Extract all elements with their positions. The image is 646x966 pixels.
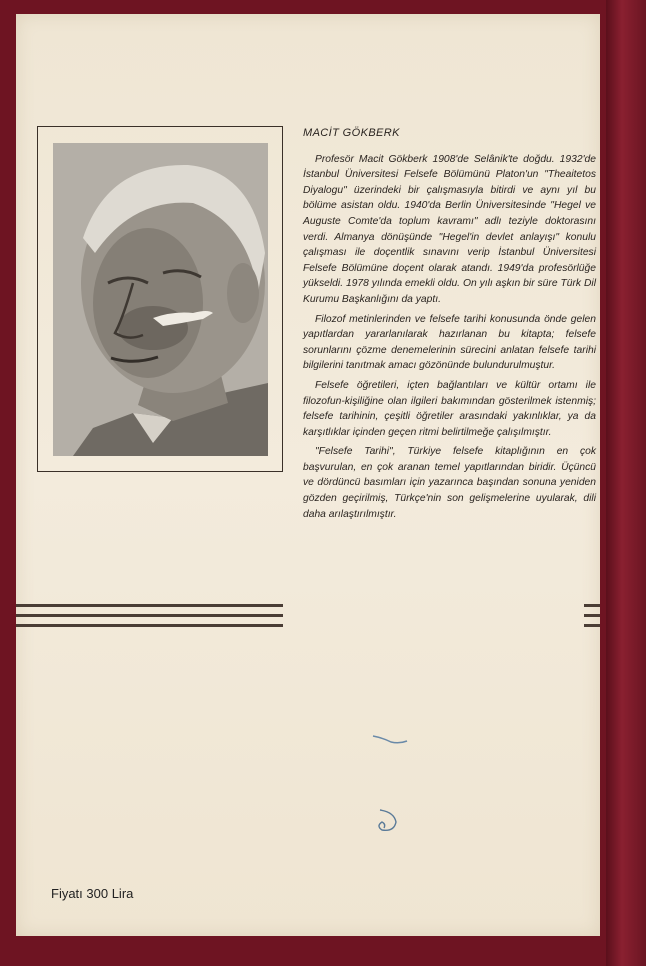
decorative-stripes-left [16,604,283,634]
price-label: Fiyatı 300 Lira [51,886,134,901]
author-photo [53,143,268,456]
blurb-column [303,126,596,526]
book-description-paragraph: Filozof metinlerinden ve felsefe tarihi konusunda önde gelen yapıtlardan yararlanılarak hazırlanan bu kitapta; felsefe sorunlarını çözme denemelerinin sürecini anlatan felsefe tarihi bilgilerini tanıtmak amacı gözönünde bulundurulmuştur. [303,313,596,372]
book-approach-paragraph: Felsefe öğretileri, içten bağlantıları ve kültür ortamı ile filozofun-kişiliğine olan ilgileri bakımından gösterilmek istenmiş; felsefe tarihinin, çeşitli öğretiler arasındaki yakınlıklar, ya da karşıtlıklar içinden geçen ritmi belirtilmeğe çalışılmıştır. [303,379,596,438]
pen-mark [371,732,411,746]
author-name: MACİT GÖKBERK [303,127,400,139]
back-cover-page [16,14,600,936]
author-photo-frame [37,126,283,472]
edition-note-paragraph: "Felsefe Tarihi", Türkiye felsefe kitaplığının en çok başvurulan, en çok aranan temel yapıtlarından biridir. Üçüncü ve dördüncü basımları için yazarınca başından sonuna yeniden gözden geçirilmiş, Türkçe'nin son gelişmelerine uyularak, dili daha arılaştırılmıştır. [303,446,596,520]
decorative-stripes-right [584,604,600,634]
handwritten-mark [372,804,402,834]
author-portrait-image [53,143,268,456]
book-spine [606,0,646,966]
bio-paragraph: Profesör Macit Gökberk 1908'de Selânik'te doğdu. 1932'de İstanbul Üniversitesi Felsefe Bölümünü Platon'un "Theaitetos Diyalogu" üzerindeki bir çalışmasıyla bitirdi ve aynı yıl bu bölüme asistan oldu. 1940'da Berlin Üniversitesinde "Hegel ve Auguste Comte'da toplum kavramı" adlı teziyle doktorasını verdi. Almanya dönüşünde "Hegel'in devlet anlayışı" konulu çalışması ile doçentlik sınavını verip İstanbul Üniversitesi Felsefe Bölümüne doçent olarak atandı. 1949'da profesörlüğe yükseldi. 1978 yılında emekli oldu. On yılı aşkın bir süre Türk Dil Kurumu Başkanlığını da yaptı. [303,153,596,305]
